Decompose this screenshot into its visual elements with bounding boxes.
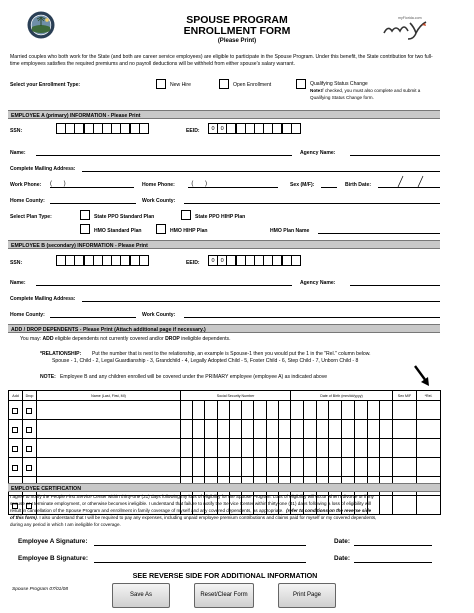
open-enrollment-checkbox[interactable]	[219, 79, 229, 89]
employee-b-eeid-label: EEID:	[186, 260, 200, 266]
employee-b-ssn-label: SSN:	[10, 260, 23, 266]
enrollment-note-bold: Note:	[310, 88, 322, 93]
col-drop: Drop	[23, 391, 37, 401]
add-checkbox[interactable]	[12, 446, 18, 452]
dependent-sex-cell[interactable]	[393, 420, 417, 439]
employee-a-eeid-field[interactable]: 0 0	[208, 123, 300, 134]
employee-b-section-header	[8, 240, 440, 249]
employee-a-signature-field[interactable]	[94, 545, 306, 546]
employee-a-work-county-label: Work County:	[142, 198, 176, 204]
dependent-sex-cell[interactable]	[393, 496, 417, 515]
svg-text:myFlorida.com: myFlorida.com	[398, 16, 422, 20]
instr-add: ADD	[42, 336, 54, 342]
new-hire-checkbox[interactable]	[156, 79, 166, 89]
certification-bold-ref-end: of this form)	[10, 515, 37, 520]
dependents-header-row	[9, 391, 441, 401]
employee-b-home-county-field[interactable]	[50, 317, 136, 318]
dependent-dob-cell[interactable]	[291, 401, 393, 420]
hmo-plan-name-field[interactable]	[318, 233, 440, 234]
new-hire-label: New Hire	[170, 82, 191, 88]
drop-checkbox[interactable]	[26, 427, 32, 433]
employee-b-ssn-field[interactable]	[56, 255, 148, 266]
state-ppo-hihp-checkbox[interactable]	[181, 210, 191, 220]
dependent-rel-cell[interactable]	[417, 439, 441, 458]
table-row	[9, 401, 441, 420]
add-checkbox[interactable]	[12, 427, 18, 433]
employee-b-signature-label: Employee B Signature:	[18, 555, 88, 562]
certification-line-3-text: result in cancellation of the Spouse Program and enrollment in family coverage of myself and any covered dependents, as appropriate.	[10, 508, 284, 513]
employee-b-agency-field[interactable]	[350, 285, 440, 286]
hmo-standard-checkbox[interactable]	[80, 224, 90, 234]
dependent-name-cell[interactable]	[37, 458, 181, 477]
enrollment-type-label: Select your Enrollment Type:	[10, 82, 81, 88]
relationship-list: Spouse - 1, Child - 2, Legal Guardianship - 3, Grandchild - 4, Legally Adopted Child - 5, Foster Child - 6, Step Child - 7, Unborn Child - 8	[52, 358, 359, 364]
state-ppo-hihp-label: State PPO HIHP Plan	[195, 214, 246, 220]
reset-clear-form-button[interactable]: Reset/Clear Form	[194, 583, 254, 608]
employee-b-section-title: EMPLOYEE B (secondary) INFORMATION - Please Print	[11, 242, 148, 249]
myflorida-logo	[378, 13, 434, 41]
add-checkbox[interactable]	[12, 465, 18, 471]
dependent-rel-cell[interactable]	[417, 458, 441, 477]
drop-checkbox[interactable]	[26, 465, 32, 471]
table-row	[9, 420, 441, 439]
table-row	[9, 439, 441, 458]
employee-a-birth-date-label: Birth Date:	[345, 182, 372, 188]
table-row	[9, 458, 441, 477]
dependent-name-cell[interactable]	[37, 439, 181, 458]
drop-checkbox[interactable]	[26, 408, 32, 414]
employee-a-work-phone-label: Work Phone:	[10, 182, 42, 188]
dependents-instructions	[20, 336, 231, 342]
employee-a-home-county-field[interactable]	[50, 203, 136, 204]
dependents-section-header	[8, 324, 440, 333]
instr-drop: DROP	[165, 336, 180, 342]
employee-a-address-field[interactable]	[82, 171, 440, 172]
employee-b-signature-field[interactable]	[94, 562, 306, 563]
employee-a-home-phone-field[interactable]: ( )	[188, 181, 278, 188]
col-ssn: Social Security Number	[181, 391, 291, 401]
hmo-hihp-checkbox[interactable]	[156, 224, 166, 234]
employee-b-eeid-field[interactable]: 0 0	[208, 255, 300, 266]
dependent-sex-cell[interactable]	[393, 458, 417, 477]
state-ppo-standard-label: State PPO Standard Plan	[94, 214, 155, 220]
employee-a-section-title: EMPLOYEE A (primary) INFORMATION - Please Print	[11, 112, 141, 119]
certification-line-1: I agree to notify the People First Service Center within thirty-one (31) days following my loss of eligibility for the Spouse Program. Loss of eligibility will occur when I divorce or if my	[10, 494, 374, 499]
employee-a-ssn-field[interactable]	[56, 123, 148, 134]
dependent-name-cell[interactable]	[37, 401, 181, 420]
dependent-ssn-cell[interactable]	[181, 439, 291, 458]
dependent-rel-cell[interactable]	[417, 401, 441, 420]
employee-a-home-county-label: Home County:	[10, 198, 45, 204]
qualifying-status-change-checkbox[interactable]	[296, 79, 306, 89]
employee-a-date-field[interactable]	[354, 545, 432, 546]
dependent-sex-cell[interactable]	[393, 401, 417, 420]
relationship-label: *RELATIONSHIP:	[40, 351, 82, 357]
rel-column-arrow-icon	[412, 364, 432, 388]
certification-section-header	[8, 483, 440, 492]
hmo-standard-label: HMO Standard Plan	[94, 228, 142, 234]
dependent-rel-cell[interactable]	[417, 496, 441, 515]
dependent-ssn-cell[interactable]	[181, 420, 291, 439]
dependent-sex-cell[interactable]	[393, 439, 417, 458]
employee-b-address-field[interactable]	[82, 301, 440, 302]
instr-pre: You may:	[20, 336, 43, 342]
dependents-note-label: NOTE:	[40, 374, 56, 380]
dependent-dob-cell[interactable]	[291, 439, 393, 458]
col-add: Add	[9, 391, 23, 401]
instr-post: ineligible dependents.	[179, 336, 231, 342]
enrollment-note-text2: Qualifying Status Change form.	[310, 95, 374, 100]
form-title-line1: SPOUSE PROGRAM	[186, 14, 288, 26]
employee-a-name-field[interactable]	[36, 155, 292, 156]
employee-a-address-label: Complete Mailing Address:	[10, 166, 76, 172]
enrollment-note-text: If checked, you must also complete and submit a	[321, 88, 421, 93]
employee-b-work-county-field[interactable]	[184, 317, 440, 318]
dependent-ssn-cell[interactable]	[181, 458, 291, 477]
drop-checkbox[interactable]	[26, 446, 32, 452]
intro-paragraph: Married couples who both work for the State (and both are career service employees) are eligible to participate in the Spouse Program. Under this benefit, the State contribution for two full-time employees satisfies the required premiums and no payroll deductions will be withheld from either spouse's salary warrant.	[10, 54, 433, 67]
dependents-note-text: Employee B and any children enrolled will be covered under the PRIMARY employee (employee A) as indicated above	[60, 374, 328, 380]
employee-a-date-label: Date:	[334, 538, 350, 545]
employee-a-work-phone-field[interactable]: ( )	[50, 181, 134, 188]
employee-a-name-label: Name:	[10, 150, 26, 156]
certification-bold-ref: (refer to conditions on the reverse side	[286, 508, 372, 513]
employee-b-agency-label: Agency Name:	[300, 280, 336, 286]
hmo-plan-name-label: HMO Plan Name	[270, 228, 310, 234]
employee-b-address-label: Complete Mailing Address:	[10, 296, 76, 302]
employee-a-home-phone-label: Home Phone:	[142, 182, 175, 188]
employee-a-work-county-field[interactable]	[184, 203, 440, 204]
form-subtitle: (Please Print)	[217, 38, 257, 44]
form-title-line2: ENROLLMENT FORM	[183, 25, 291, 37]
print-page-button[interactable]: Print Page	[278, 583, 336, 608]
col-dob: Date of Birth (mm/dd/yyyy)	[291, 391, 393, 401]
employee-b-name-label: Name:	[10, 280, 26, 286]
certification-section-title: EMPLOYEE CERTIFICATION	[11, 485, 81, 492]
dependent-ssn-cell[interactable]	[181, 401, 291, 420]
certification-line-3	[10, 508, 371, 514]
col-rel: *Rel.	[417, 391, 441, 401]
dependent-dob-cell[interactable]	[291, 458, 393, 477]
employee-b-work-county-label: Work County:	[142, 312, 176, 318]
open-enrollment-label: Open Enrollment	[233, 82, 272, 88]
employee-b-date-label: Date:	[334, 555, 350, 562]
certification-line-5: during any period in which I am ineligible for coverage.	[10, 522, 121, 527]
dependent-dob-cell[interactable]	[291, 420, 393, 439]
col-name: Name (Last, First, MI)	[37, 391, 181, 401]
col-sex: Sex M/F	[393, 391, 417, 401]
state-ppo-standard-checkbox[interactable]	[80, 210, 90, 220]
employee-b-date-field[interactable]	[354, 562, 432, 563]
relationship-text: Put the number that is next to the relationship, an example is Spouse-1 then you would put the 1 in the "Rel." column below.	[92, 351, 371, 357]
dependents-section-title: ADD / DROP DEPENDENTS - Please Print (Attach additional page if necessary.)	[11, 326, 206, 333]
employee-a-signature-label: Employee A Signature:	[18, 538, 88, 545]
employee-a-section-header	[8, 110, 440, 119]
certification-line-4-text: . I also understand that I will be required to pay any expenses, including unpaid employee premium contributions and claims paid for myself or my covered dependents,	[36, 515, 377, 520]
employee-a-agency-field[interactable]	[350, 155, 440, 156]
hmo-hihp-label: HMO HIHP Plan	[170, 228, 208, 234]
dependent-rel-cell[interactable]	[417, 420, 441, 439]
employee-a-sex-field[interactable]	[321, 187, 337, 188]
plan-type-label: Select Plan Type:	[10, 214, 52, 220]
qualifying-status-change-label: Qualifying Status Change	[310, 81, 368, 87]
employee-a-birth-date-field[interactable]	[378, 175, 440, 188]
employee-a-eeid-label: EEID:	[186, 128, 200, 134]
certification-line-4	[10, 515, 376, 521]
form-id: Spouse Program 07/01/08	[12, 587, 69, 592]
instr-mid: eligible dependents not currently covered and/or	[53, 336, 166, 342]
reverse-side-notice: SEE REVERSE SIDE FOR ADDITIONAL INFORMATION	[132, 571, 318, 580]
employee-a-agency-label: Agency Name:	[300, 150, 336, 156]
employee-a-ssn-label: SSN:	[10, 128, 23, 134]
employee-b-name-field[interactable]	[36, 285, 292, 286]
save-as-button[interactable]: Save As	[112, 583, 170, 608]
dependent-name-cell[interactable]	[37, 420, 181, 439]
certification-line-2: spouse or I terminate employment, or otherwise becomes ineligible. I understand that failure to notify the Service Center within thirty-one (31) days following a loss of eligibility will	[10, 501, 372, 506]
add-checkbox[interactable]	[12, 408, 18, 414]
employee-a-sex-label: Sex (M/F):	[290, 182, 315, 188]
employee-b-home-county-label: Home County:	[10, 312, 45, 318]
